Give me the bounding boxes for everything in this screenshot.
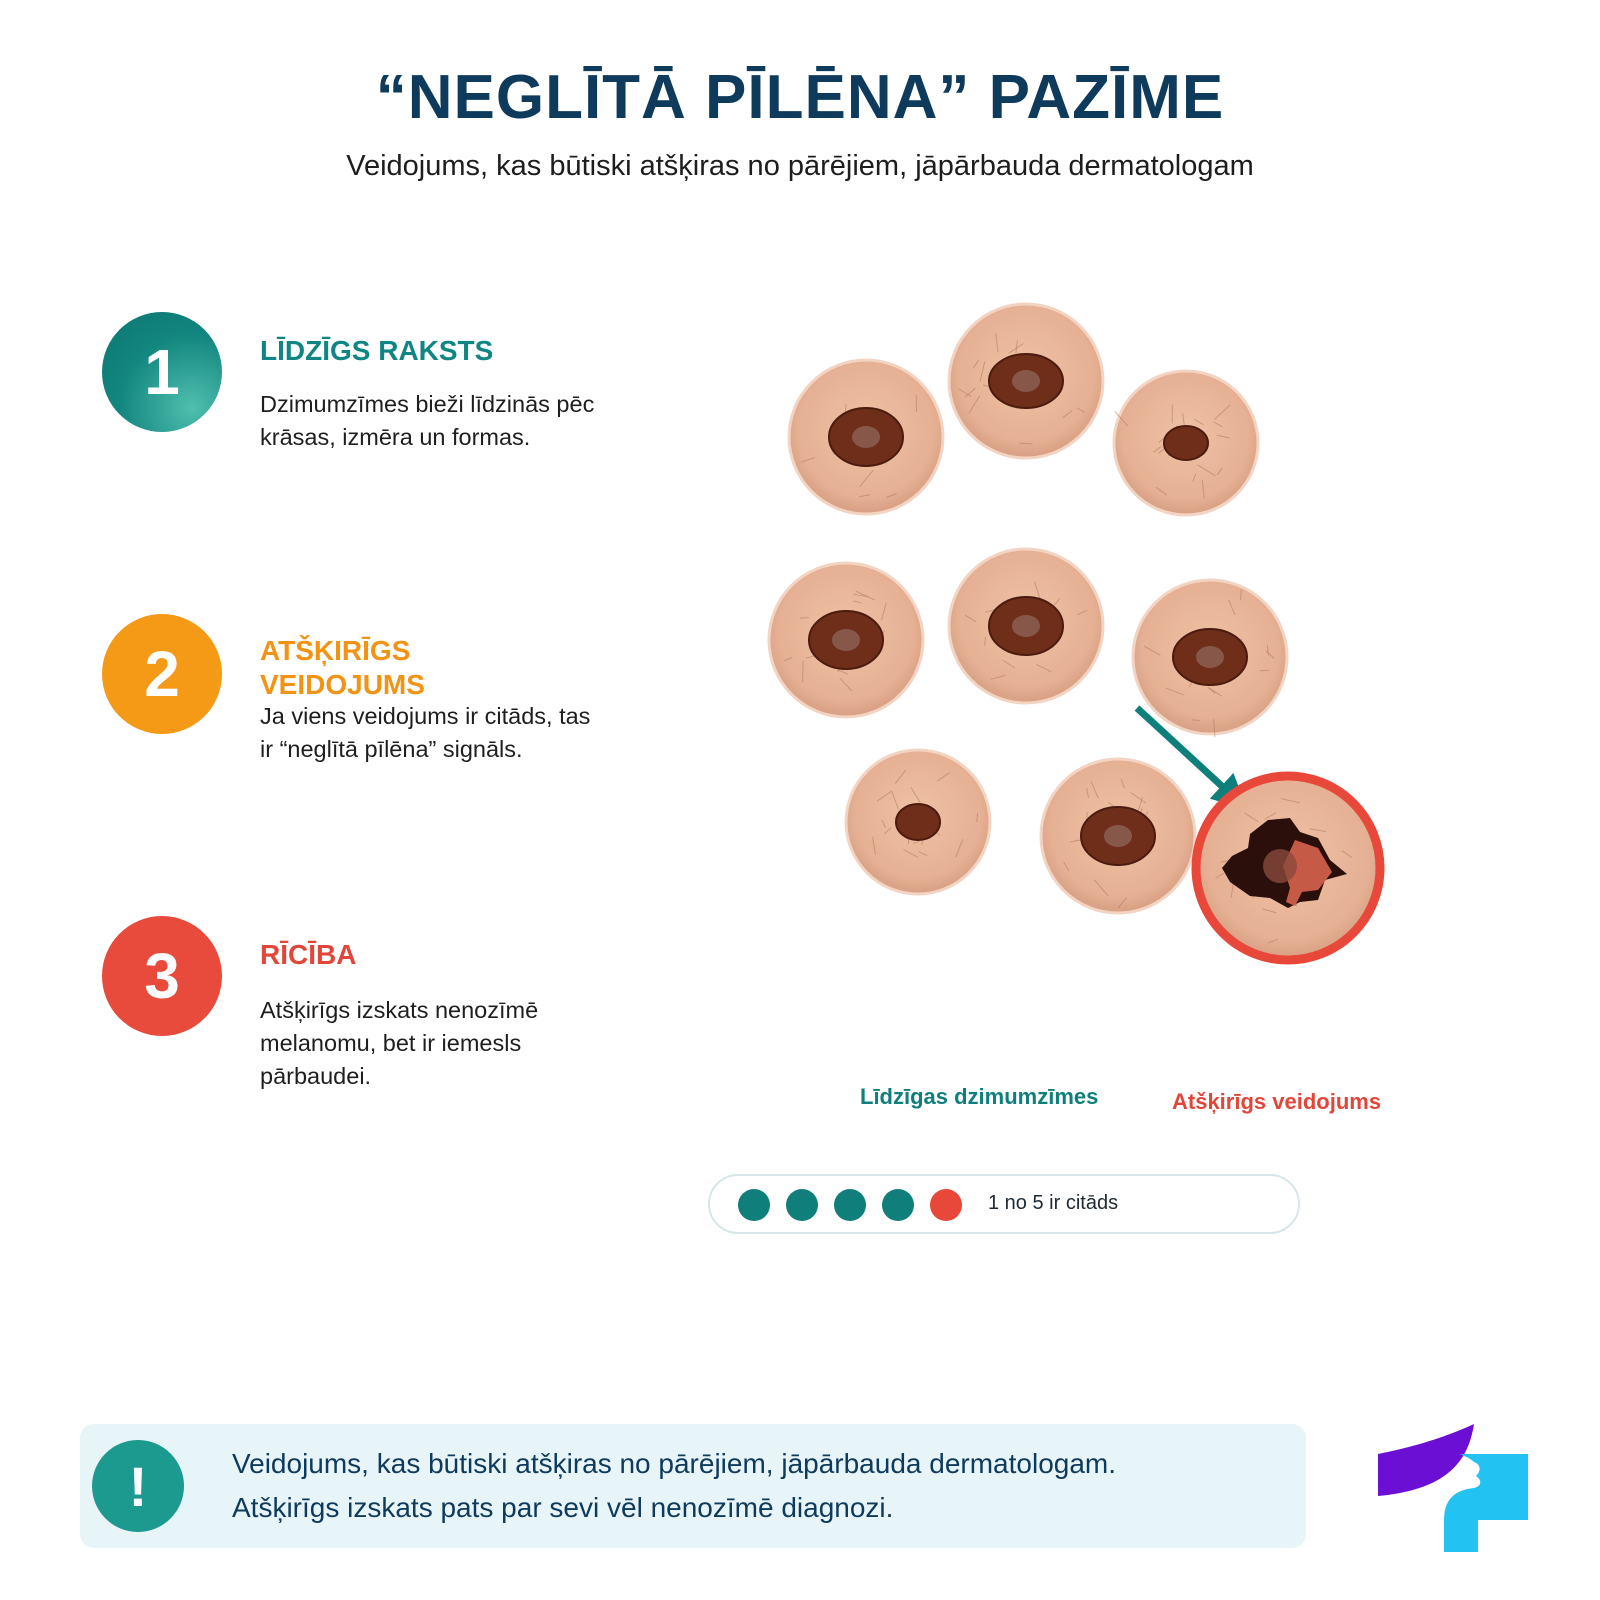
ratio-dot	[834, 1189, 866, 1221]
mole-spot	[1164, 426, 1208, 460]
step-number-badge: 1	[102, 312, 222, 432]
similar-mole	[1114, 371, 1258, 515]
step-title: LĪDZĪGS RAKSTS	[260, 335, 494, 366]
page-title: “NEGLĪTĀ PĪLĒNA” PAZĪME	[375, 63, 1225, 132]
medical-logo-icon	[1378, 1424, 1538, 1554]
similar-mole	[949, 304, 1103, 458]
mole-center	[852, 426, 880, 448]
note-text	[232, 1442, 1292, 1530]
mole-center	[1196, 646, 1224, 668]
mole-center	[1012, 615, 1040, 637]
step-text: Atšķirīgs izskats nenozīmē melanomu, bet ir iemesls pārbaudei.	[260, 997, 539, 1089]
mole-center	[1012, 370, 1040, 392]
skin-hair	[1241, 589, 1242, 600]
similar-mole	[1133, 580, 1287, 737]
step-number-badge: 2	[102, 614, 222, 734]
step-title: RĪCĪBA	[260, 939, 357, 970]
similar-mole	[789, 360, 943, 514]
step-text: Dzimumzīmes bieži līdzinās pēc krāsas, izmēra un formas.	[260, 391, 595, 450]
similar-mole	[1041, 759, 1195, 913]
similar-mole	[769, 563, 923, 717]
page-subtitle: Veidojums, kas būtiski atšķiras no pārējiem, jāpārbauda dermatologam	[346, 150, 1254, 182]
ratio-dot	[738, 1189, 770, 1221]
caption-different-lesion: Atšķirīgs veidojums	[1172, 1089, 1382, 1114]
skin-hair	[1019, 443, 1032, 444]
note-line-1: Veidojums, kas būtiski atšķiras no pārējiem, jāpārbauda dermatologam.	[232, 1448, 1117, 1479]
skin-hair	[1260, 670, 1270, 671]
ratio-text: 1 no 5 ir citāds	[988, 1192, 1119, 1214]
different-mole	[1196, 776, 1380, 960]
ratio-indicator	[708, 1174, 1300, 1234]
ratio-dot	[882, 1189, 914, 1221]
note-line-2: Atšķirīgs izskats pats par sevi vēl nenozīmē diagnozi.	[232, 1492, 894, 1523]
step-text: Ja viens veidojums ir citāds, tas ir “neglītā pīlēna” signāls.	[260, 703, 591, 762]
caption-similar-moles: Līdzīgas dzimumzīmes	[860, 1084, 1099, 1109]
similar-mole	[846, 750, 990, 894]
mole-spot	[896, 804, 940, 840]
step-number-badge: 3	[102, 916, 222, 1036]
mole-center	[832, 629, 860, 651]
exclamation-icon: !	[92, 1440, 184, 1532]
info-note	[80, 1424, 1306, 1548]
ratio-dot	[786, 1189, 818, 1221]
similar-mole	[949, 549, 1103, 703]
mole-center	[1104, 825, 1132, 847]
ratio-dot	[930, 1189, 962, 1221]
skin-hair	[800, 618, 809, 619]
skin-hair	[803, 661, 804, 682]
step-title: ATŠĶIRĪGS VEIDOJUMS	[260, 635, 425, 700]
